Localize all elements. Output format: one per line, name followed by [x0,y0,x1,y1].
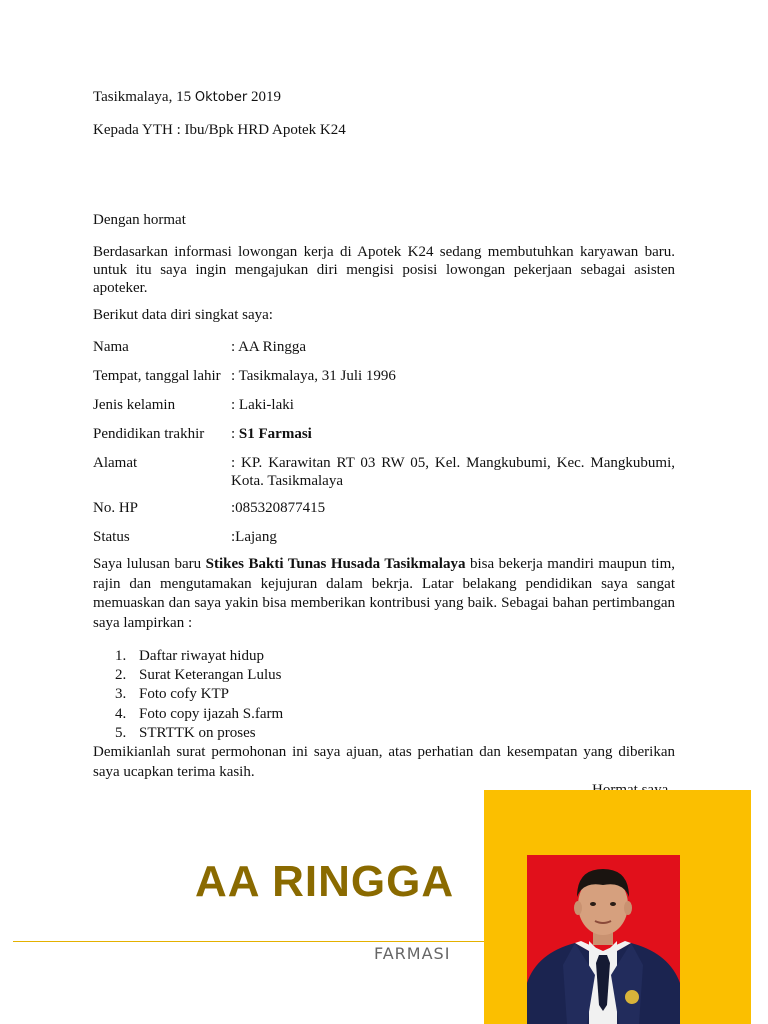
list-text: Daftar riwayat hidup [139,648,264,664]
data-label-address: Alamat [93,455,138,471]
data-heading: Berikut data diri singkat saya: [93,307,273,323]
data-value-status: :Lajang [231,529,277,545]
intro-paragraph: Berdasarkan informasi lowongan kerja di Apotek K24 sedang membutuhkan karyawan baru. untuk itu saya ingin mengajukan diri mengisi posisi lowongan pekerjaan sebagai asisten apoteker. [93,244,675,296]
list-text: Surat Keterangan Lulus [139,667,282,684]
education-prefix: : [231,426,239,442]
education-degree: S1 Farmasi [238,426,312,442]
list-number: 2. [115,667,127,684]
data-value-ttl: : Tasikmalaya, 31 Juli 1996 [231,368,396,384]
place-date-month: Oktober [194,90,248,105]
body-paragraph [93,555,675,633]
data-value-phone: :085320877415 [231,500,326,516]
data-label-ttl: Tempat, tanggal lahir [93,368,221,384]
data-value-gender: : Laki-laki [231,397,294,413]
list-item [115,724,283,743]
profile-photo [527,855,680,1024]
cv-role: FARMASI [374,944,451,963]
place-date-prefix: Tasikmalaya, 15 [93,89,195,105]
list-item [115,666,283,685]
data-label-gender: Jenis kelamin [93,397,176,413]
data-value-address: : KP. Karawitan RT 03 RW 05, Kel. Mangkubumi, Kec. Mangkubumi, Kota. Tasikmalaya [231,455,675,489]
data-label-nama: Nama [93,339,129,355]
list-number: 5. [115,724,127,741]
data-value-education [231,425,675,443]
list-item [115,685,283,704]
data-label-education: Pendidikan trakhir [93,426,205,442]
cv-name: AA RINGGA [195,857,455,906]
data-value-nama: : AA Ringga [231,339,307,355]
data-label-phone: No. HP [93,500,139,516]
body-school: Stikes Bakti Tunas Husada Tasikmalaya [205,556,466,572]
list-text: STRTTK on proses [139,724,256,741]
body-rest: bisa bekerja mandiri maupun tim, rajin dan mengutamakan kejujuran dalam bekrja. Latar belakang pendidikan saya sangat memuaskan dan saya yakin bisa memberikan kontribusi yang baik. Sebagai bahan pertimbangan saya lampirkan : [93,556,676,631]
closing-paragraph: Demikianlah surat permohonan ini saya ajuan, atas perhatian dan kesempatan yang diberikan saya ucapkan terima kasih. [93,744,675,780]
body-prefix: Saya lulusan baru [93,556,206,572]
list-number: 1. [115,648,127,664]
cv-divider [13,941,484,942]
list-number: 4. [115,705,127,722]
recipient: Kepada YTH : Ibu/Bpk HRD Apotek K24 [93,122,346,138]
attachment-list [115,647,283,743]
data-label-status: Status [93,529,130,545]
place-date-year: 2019 [247,89,281,105]
person-illustration [527,855,680,1024]
place-date [93,88,281,107]
list-item [115,705,283,724]
list-number: 3. [115,686,127,703]
greeting: Dengan hormat [93,212,186,228]
list-item [115,647,283,666]
list-text: Foto cofy KTP [139,686,229,703]
list-text: Foto copy ijazah S.farm [139,705,284,722]
